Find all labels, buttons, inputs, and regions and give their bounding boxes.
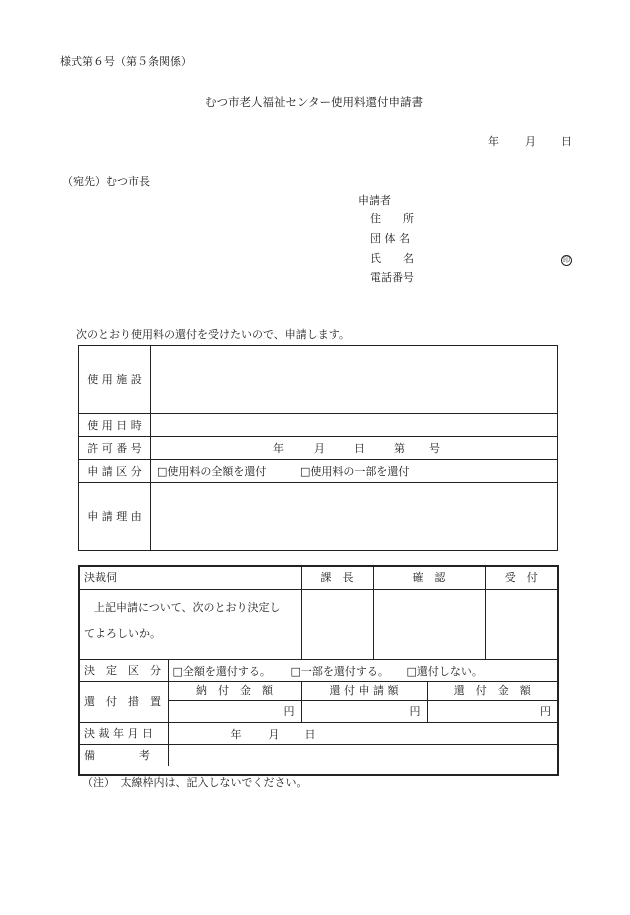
approver-kakunin: 確 認 — [373, 567, 485, 589]
requested-amount-input[interactable] — [301, 700, 427, 722]
yen-label: 円 — [409, 704, 421, 718]
category-option-full[interactable]: □使用料の全額を還付 — [157, 465, 267, 478]
kessai-text-line1: 上記申請について、次のとおり決定し — [94, 600, 281, 614]
permit-input[interactable] — [151, 437, 558, 460]
category-option-partial[interactable]: □使用料の一部を還付 — [300, 465, 410, 478]
paid-amount-input[interactable] — [168, 700, 301, 722]
application-table — [78, 345, 558, 551]
date-month: 月 — [525, 135, 536, 148]
decision-table — [80, 567, 557, 766]
permit-label: 許 可 番 号 — [87, 441, 142, 455]
permit-go: 号 — [429, 442, 440, 455]
kessai-date-month: 月 — [268, 727, 280, 741]
permit-label-cell — [79, 437, 151, 460]
permit-year: 年 — [273, 442, 284, 455]
uketsuke-seal-box[interactable] — [485, 589, 557, 659]
addressee: （宛先）むつ市長 — [62, 175, 150, 188]
yen-label: 円 — [283, 704, 295, 718]
refund-measure-label-cell — [80, 681, 168, 722]
intro-text: 次のとおり使用料の還付を受けたいので、申請します。 — [76, 328, 350, 341]
applicant-address-label: 住 所 — [370, 212, 414, 225]
datetime-input[interactable] — [151, 414, 558, 437]
decision-options — [168, 659, 557, 681]
facility-input[interactable] — [151, 346, 558, 414]
page-title: むつ市老人福祉センター使用料還付申請書 — [205, 95, 424, 109]
facility-label-cell — [79, 346, 151, 414]
remarks-input[interactable] — [168, 744, 557, 766]
refund-measure-label: 還 付 措 置 — [84, 695, 161, 708]
refund-amount-input[interactable] — [427, 700, 557, 722]
kessai-label-cell — [80, 567, 301, 589]
refund-amount-header: 還 付 金 額 — [427, 681, 557, 700]
permit-day: 日 — [354, 442, 365, 455]
kessai-text-line2: てよろしいか。 — [84, 626, 161, 640]
approver-kacho: 課 長 — [301, 567, 373, 589]
reason-input[interactable] — [151, 483, 558, 551]
seal-icon: 印 — [563, 256, 570, 264]
decision-label: 決 定 区 分 — [84, 663, 161, 677]
category-options — [151, 460, 558, 483]
kessai-date-year: 年 — [230, 727, 242, 741]
kakunin-seal-box[interactable] — [373, 589, 485, 659]
paid-amount-header: 納 付 金 額 — [168, 681, 301, 700]
permit-month: 月 — [314, 442, 325, 455]
decision-frame — [78, 565, 559, 776]
kessai-date-input[interactable] — [168, 722, 557, 744]
kessai-text-cell — [80, 589, 301, 659]
decision-option-partial[interactable]: □一部を還付する。 — [290, 664, 389, 678]
datetime-label-cell — [79, 414, 151, 437]
reason-label-cell — [79, 483, 151, 551]
category-label-cell — [79, 460, 151, 483]
kessai-label: 決裁伺 — [84, 571, 117, 585]
datetime-label: 使 用 日 時 — [87, 418, 142, 432]
date-year: 年 — [488, 135, 499, 148]
decision-option-none[interactable]: □還付しない。 — [406, 664, 483, 678]
kessai-date-label-cell — [80, 722, 168, 744]
kessai-date-day: 日 — [304, 727, 316, 741]
footnote: （注） 太線枠内は、記入しないでください。 — [82, 776, 308, 789]
kacho-seal-box[interactable] — [301, 589, 373, 659]
applicant-name-label: 氏 名 — [370, 252, 414, 265]
facility-label: 使 用 施 設 — [87, 373, 142, 386]
reason-label: 申 請 理 由 — [87, 510, 142, 523]
form-number: 様式第６号（第５条関係） — [60, 55, 192, 68]
applicant-group-label: 団 体 名 — [370, 232, 410, 245]
decision-option-full[interactable]: □全額を還付する。 — [172, 664, 271, 678]
remarks-label-cell — [80, 744, 168, 766]
kessai-date-label: 決 裁 年 月 日 — [84, 726, 153, 740]
requested-amount-header: 還 付 申 請 額 — [301, 681, 427, 700]
date-day: 日 — [561, 135, 572, 148]
yen-label: 円 — [540, 704, 551, 718]
category-label: 申 請 区 分 — [87, 464, 142, 478]
seal-mark — [561, 253, 572, 266]
approver-uketsuke: 受 付 — [485, 567, 557, 589]
permit-dai: 第 — [394, 442, 405, 455]
applicant-phone-label: 電話番号 — [370, 271, 414, 284]
remarks-label: 備 考 — [84, 748, 150, 762]
applicant-heading: 申請者 — [358, 194, 391, 207]
decision-label-cell — [80, 659, 168, 681]
